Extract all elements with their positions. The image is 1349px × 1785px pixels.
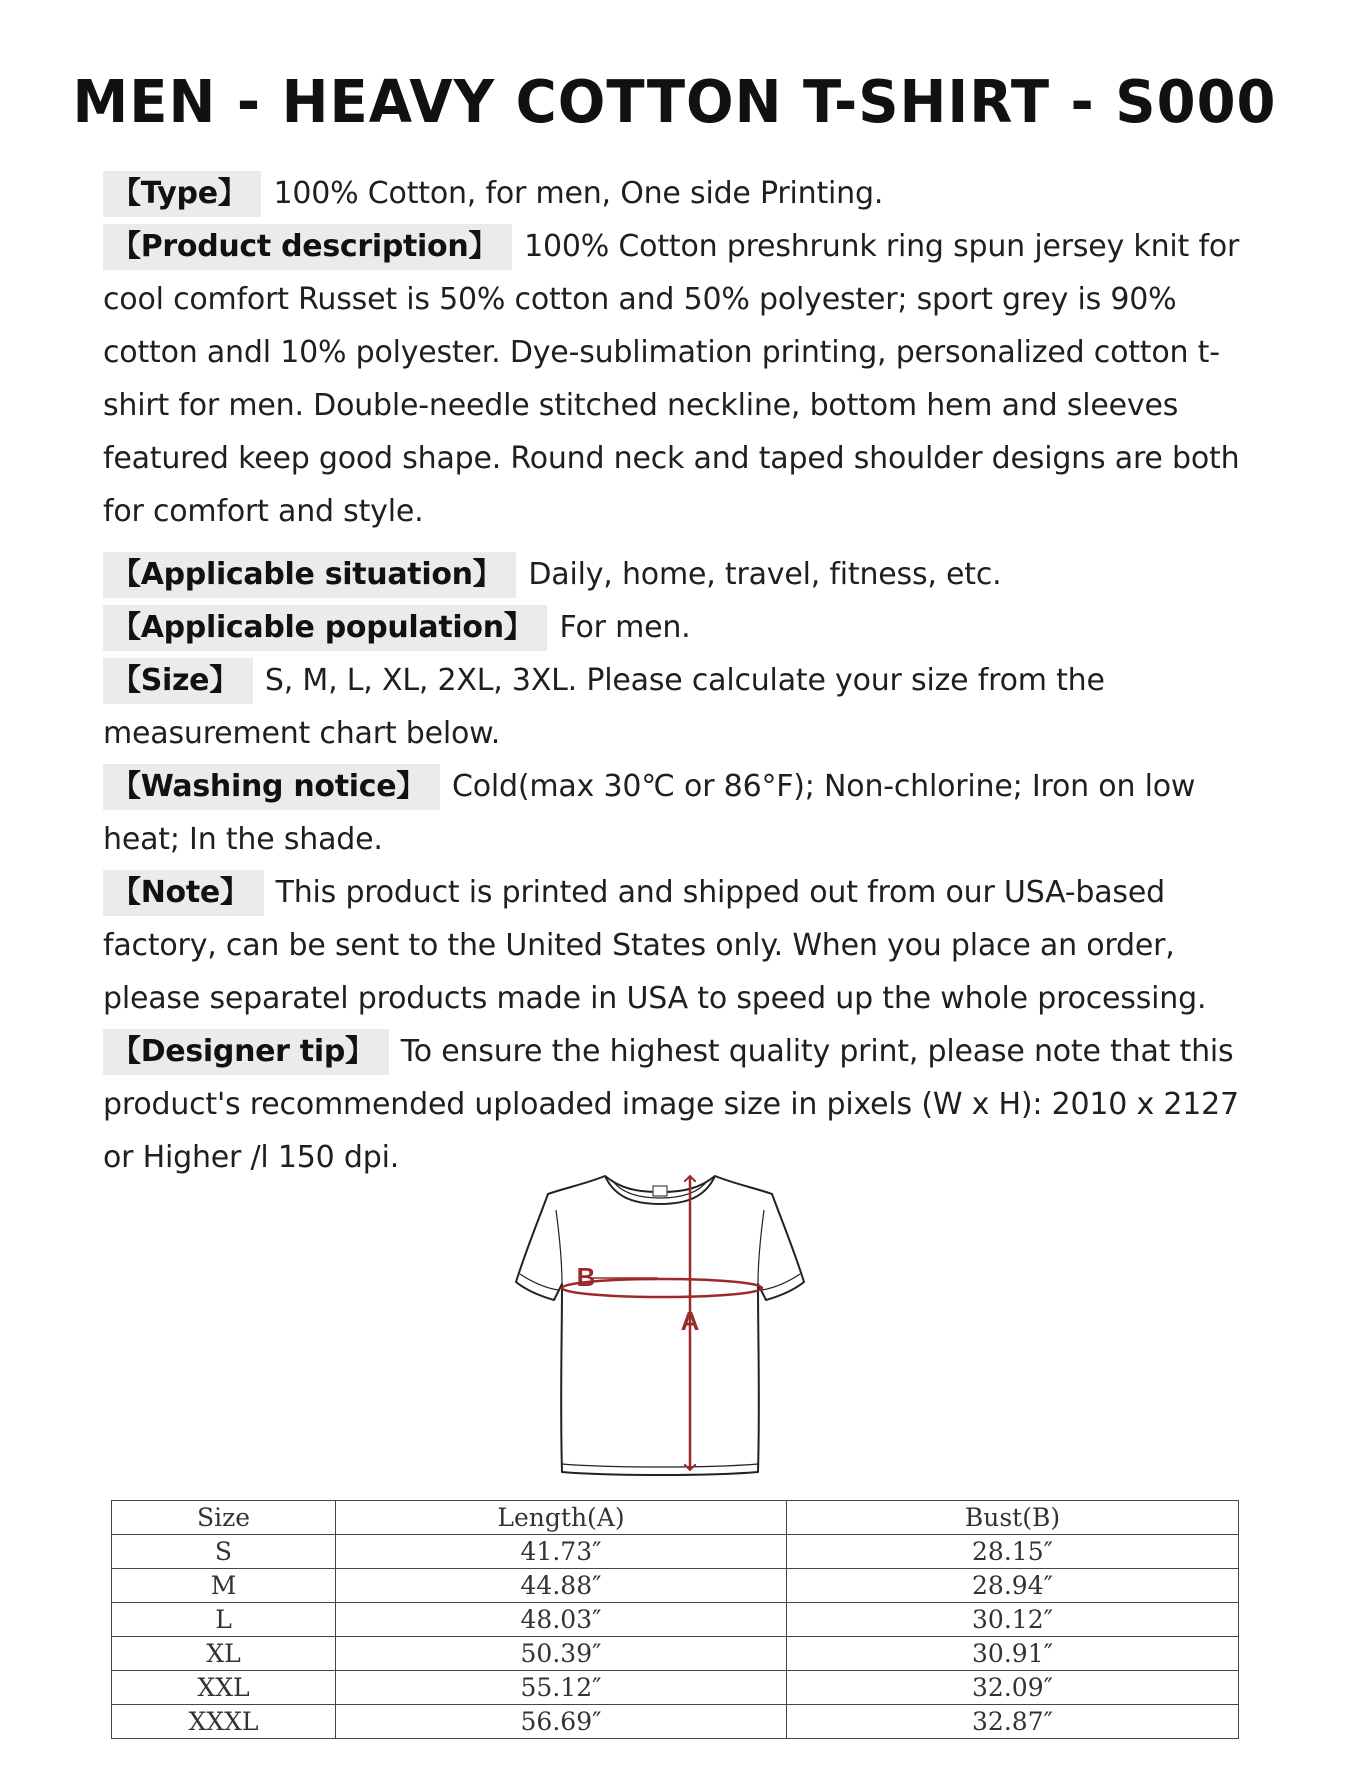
section-text: Daily, home, travel, fitness, etc. <box>528 557 1002 592</box>
section-label: 【Applicable population】 <box>103 605 547 651</box>
table-row <box>112 1637 1239 1671</box>
section-label: 【Washing notice】 <box>103 764 440 810</box>
cell-bust: 28.94″ <box>787 1569 1239 1603</box>
cell-length: 44.88″ <box>336 1569 787 1603</box>
cell-bust: 30.12″ <box>787 1603 1239 1637</box>
cell-bust: 32.87″ <box>787 1705 1239 1739</box>
table-row <box>112 1671 1239 1705</box>
section-text: 100% Cotton preshrunk ring spun jersey knit for cool comfort Russet is 50% cotton and 50% polyester; sport grey is 90% cotton andl 10% polyester. Dye-sublimation printing, personalized cotton t-shirt for men. Double-needle stitched neckline, bottom hem and sleeves featured keep good shape. Round neck and taped shoulder designs are both for comfort and style. <box>103 229 1240 529</box>
section-text: This product is printed and shipped out from our USA-based factory, can be sent to the United States only. When you place an order, please separatel products made in USA to speed up the whole processing. <box>103 875 1207 1016</box>
section-label: 【Type】 <box>103 171 261 217</box>
header-bust: Bust(B) <box>787 1501 1239 1535</box>
section-note <box>103 866 1253 1025</box>
table-row <box>112 1603 1239 1637</box>
size-chart-table <box>111 1500 1239 1739</box>
cell-bust: 32.09″ <box>787 1671 1239 1705</box>
section-designer-tip <box>103 1025 1253 1184</box>
label-a: A <box>680 1306 700 1336</box>
cell-size: M <box>112 1569 336 1603</box>
table-row <box>112 1535 1239 1569</box>
label-b: B <box>576 1262 596 1292</box>
cell-length: 50.39″ <box>336 1637 787 1671</box>
section-label: 【Applicable situation】 <box>103 552 516 598</box>
tshirt-tag <box>653 1186 667 1196</box>
page-title: MEN - HEAVY COTTON T-SHIRT - S000 <box>72 68 1277 137</box>
section-applicable-situation <box>103 548 1253 601</box>
section-washing-notice <box>103 760 1253 866</box>
section-text: S, M, L, XL, 2XL, 3XL. Please calculate your size from the measurement chart below. <box>103 663 1105 751</box>
section-label: 【Note】 <box>103 870 264 916</box>
cell-length: 41.73″ <box>336 1535 787 1569</box>
section-label: 【Product description】 <box>103 224 512 270</box>
cell-size: XL <box>112 1637 336 1671</box>
cell-size: S <box>112 1535 336 1569</box>
section-text: Cold(max 30℃ or 86°F); Non-chlorine; Iron on low heat; In the shade. <box>103 769 1196 857</box>
table-row <box>112 1705 1239 1739</box>
cell-bust: 30.91″ <box>787 1637 1239 1671</box>
cell-size: XXL <box>112 1671 336 1705</box>
section-applicable-population <box>103 601 1253 654</box>
cell-length: 55.12″ <box>336 1671 787 1705</box>
cell-length: 56.69″ <box>336 1705 787 1739</box>
section-label: 【Size】 <box>103 658 253 704</box>
cell-size: XXXL <box>112 1705 336 1739</box>
table-header-row <box>112 1501 1239 1535</box>
tshirt-measurement-diagram <box>510 1170 810 1480</box>
section-text: To ensure the highest quality print, please note that this product's recommended uploaded image size in pixels (W x H): 2010 x 2127 or Higher /l 150 dpi. <box>103 1034 1239 1175</box>
product-details <box>103 167 1253 1184</box>
section-text: For men. <box>559 610 691 645</box>
header-length: Length(A) <box>336 1501 787 1535</box>
section-product-description <box>103 220 1253 538</box>
header-size: Size <box>112 1501 336 1535</box>
cell-bust: 28.15″ <box>787 1535 1239 1569</box>
section-size <box>103 654 1253 760</box>
section-label: 【Designer tip】 <box>103 1029 389 1075</box>
cell-length: 48.03″ <box>336 1603 787 1637</box>
table-row <box>112 1569 1239 1603</box>
section-text: 100% Cotton, for men, One side Printing. <box>273 176 884 211</box>
tshirt-outline <box>516 1176 804 1475</box>
cell-size: L <box>112 1603 336 1637</box>
section-type <box>103 167 1253 220</box>
